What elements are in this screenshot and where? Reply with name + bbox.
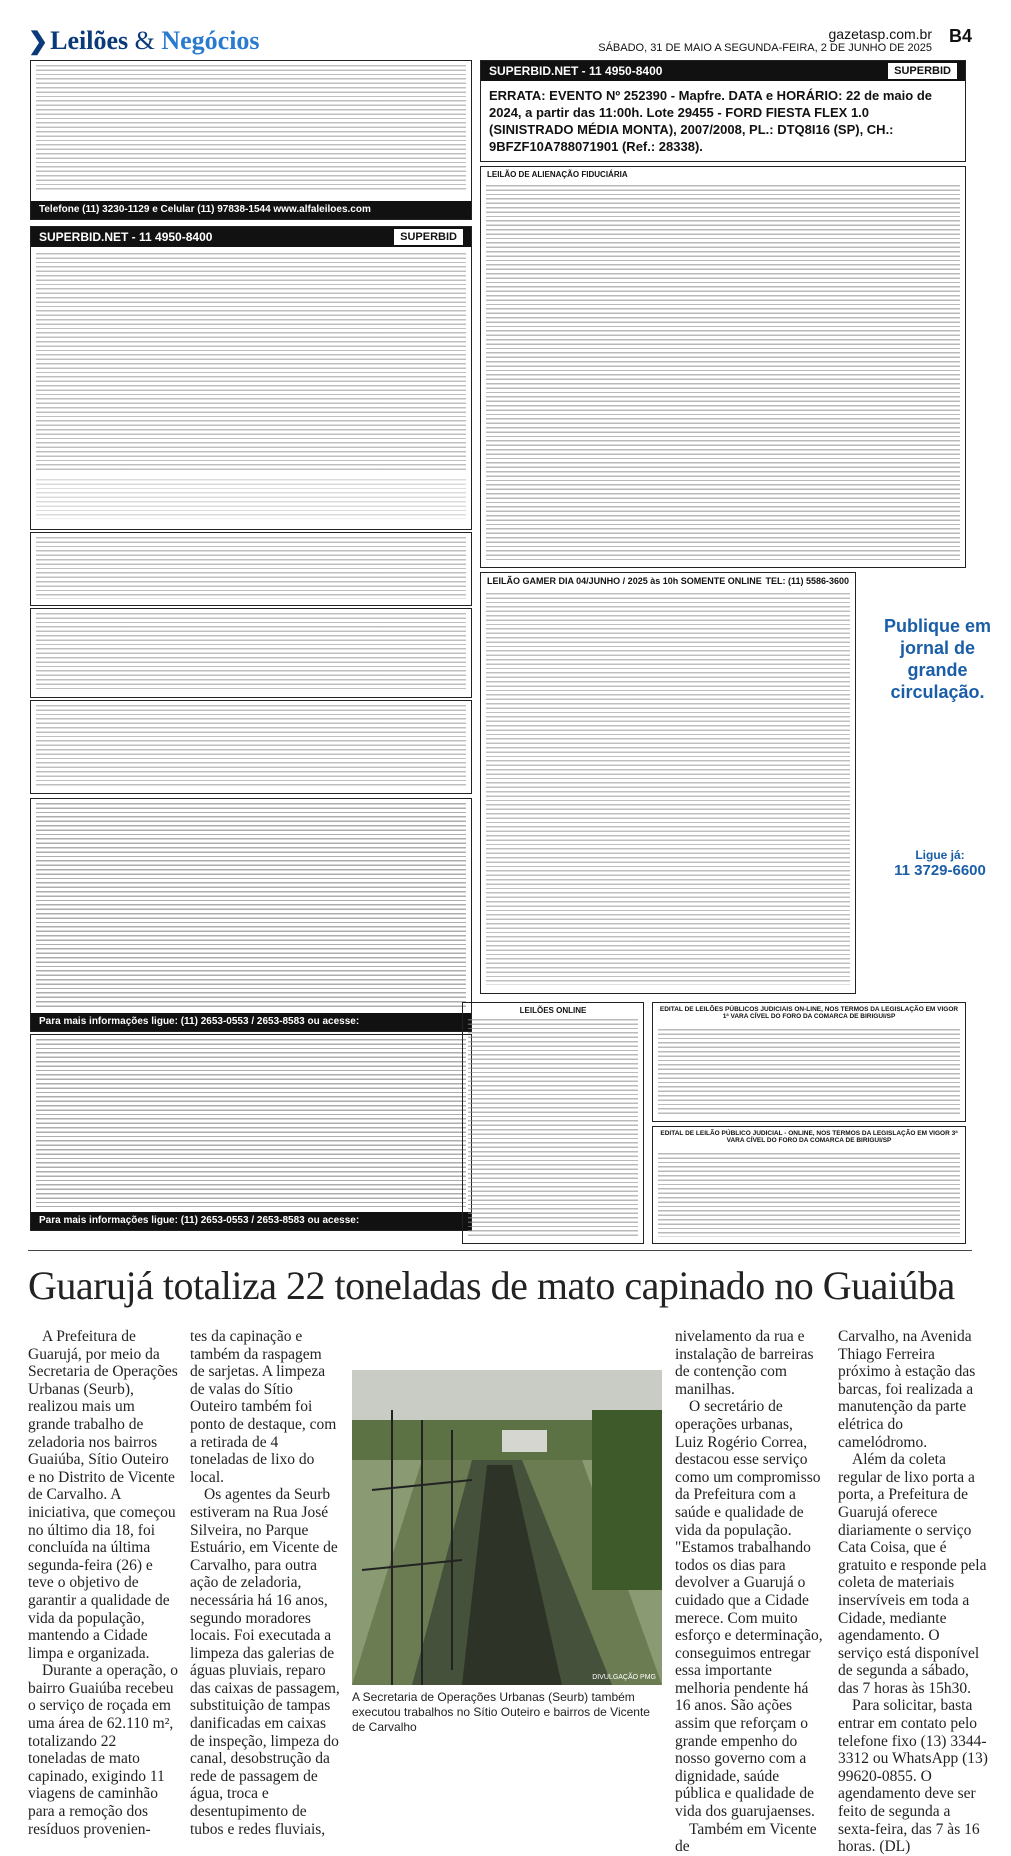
page-header xyxy=(28,26,972,56)
fine-print xyxy=(36,479,466,519)
superbid-bar-label: SUPERBID.NET - 11 4950-8400 xyxy=(489,64,663,78)
fine-print xyxy=(36,705,466,787)
superbid-block-3 xyxy=(30,608,472,698)
fidalgo-block-2 xyxy=(30,1034,472,1244)
errata-text: ERRATA: EVENTO Nº 252390 - Mapfre. DATA e HORÁRIO: 22 de maio de 2024, a partir das 11:00h. Lote 29455 - FORD FIESTA FLEX 1.0 (SINISTRADO MÉDIA MONTA), 2007/2008, PL.: DTQ8I16 (SP), CH.: 9BFZF10A788071901 (Ref.: 28338). xyxy=(489,88,932,154)
publique-ad: Publique em jornal de grande circulação. xyxy=(883,616,991,702)
fine-print xyxy=(468,1019,638,1237)
article-col-3 xyxy=(675,1328,825,1856)
edital-block-2 xyxy=(652,1126,966,1244)
superbid-block-1 xyxy=(30,226,472,530)
superbid-bar-label: SUPERBID.NET - 11 4950-8400 xyxy=(39,230,213,244)
fine-print xyxy=(486,593,850,985)
gamer-title: LEILÃO GAMER DIA 04/JUNHO / 2025 às 10h SOMENTE ONLINE xyxy=(487,576,762,586)
superbid-logo: SUPERBID xyxy=(394,229,463,245)
article-paragraph: Além da coleta regular de lixo porta a porta, a Prefeitura de Guarujá oferece diariamente o serviço Cata Coisa, que é gratuito e responde pela coleta de materiais inservíveis em toda a Cidade, mediante agendamento. O serviço está disponível de segunda a sábado, das 7 horas às 15h30. xyxy=(838,1451,987,1697)
canal-photo-image xyxy=(352,1370,662,1685)
fine-print xyxy=(36,1039,466,1207)
fine-print xyxy=(36,803,466,1008)
alfa-leiloes-block xyxy=(30,60,472,220)
article-col-1 xyxy=(28,1328,178,1838)
leilao-gamer-block xyxy=(480,572,856,994)
fidalgo-block-1 xyxy=(30,798,472,1032)
site-url[interactable]: gazetasp.com.br xyxy=(828,26,932,42)
article-photo xyxy=(352,1370,662,1685)
article-headline: Guarujá totaliza 22 toneladas de mato capinado no Guaiúba xyxy=(28,1263,955,1308)
page-number: B4 xyxy=(948,26,972,46)
fine-print xyxy=(36,253,466,473)
superbid-errata-block xyxy=(480,60,966,162)
section-logo xyxy=(28,26,260,56)
logo-word-negocios: Negócios xyxy=(161,26,260,55)
superbid-block-2 xyxy=(30,532,472,606)
ad-phone-number: 11 3729-6600 xyxy=(894,862,986,879)
fidalgo-footer: Para mais informações ligue: (11) 2653-0553 / 2653-8583 ou acesse: xyxy=(31,1013,471,1031)
fine-print xyxy=(36,537,466,599)
superbid-logo: SUPERBID xyxy=(888,63,957,79)
alienacao-title: LEILÃO DE ALIENAÇÃO FIDUCIÁRIA xyxy=(487,170,628,179)
edital-block-1 xyxy=(652,1002,966,1122)
article-paragraph: Também em Vicente de xyxy=(675,1820,817,1856)
alienacao-fiduciaria-block xyxy=(480,166,966,568)
gamer-phone: TEL: (11) 5586-3600 xyxy=(765,576,849,586)
fidalgo-footer: Para mais informações ligue: (11) 2653-0553 / 2653-8583 ou acesse: www.fidalgoleiloes.com.br xyxy=(31,1212,471,1230)
article-paragraph: tes da capinação e também da raspagem de sarjetas. A limpeza de valas do Sítio Outeiro também foi ponto de destaque, com a retirada de 4 toneladas de lixo do local. xyxy=(190,1328,337,1486)
leiloes-online-block xyxy=(462,1002,644,1244)
fine-print xyxy=(658,1029,960,1115)
gamer-header xyxy=(481,573,855,589)
header-meta xyxy=(598,26,932,54)
article-paragraph: nivelamento da rua e instalação de barreiras de contenção com manilhas. xyxy=(675,1328,814,1398)
article-paragraph: Durante a operação, o bairro Guaiúba recebeu o serviço de roçada em uma área de 62.110 m², totalizando 22 toneladas de mato capinado, exigindo 11 viagens de caminhão para a remoção dos resíduos provenien- xyxy=(28,1662,178,1838)
article-paragraph: A Prefeitura de Guarujá, por meio da Secretaria de Operações Urbanas (Seurb), realizou mais um grande trabalho de zeladoria nos bairros Guaiúba, Sítio Outeiro e no Distrito de Vicente de Carvalho. A iniciativa, que começou no último dia 18, foi concluída na última segunda-feira (26) e teve o objetivo de garantir a qualidade de vida da população, mantendo a Cidade limpa e organizada. xyxy=(28,1328,178,1662)
article-paragraph: O secretário de operações urbanas, Luiz Rogério Correa, destacou esse serviço como um compromisso da Prefeitura com a saúde e qualidade de vida da população. "Estamos trabalhando todos os dias para devolver a Guarujá o cuidado que a Cidade merece. Com muito esforço e determinação, conseguimos entregar essa importante melhoria pendente há 16 anos. São ações assim que reforçam o grande empenho do nosso governo com a dignidade, saúde pública e qualidade de vida dos guarujaenses. xyxy=(675,1398,823,1821)
article-col-2 xyxy=(190,1328,340,1838)
article-paragraph: Para solicitar, basta entrar em contato pelo telefone fixo (13) 3344-3312 ou WhatsApp (13) 99620-0855. O agendamento deve ser feito de segunda a sexta-feira, das 7 às 16 horas. (DL) xyxy=(838,1697,988,1856)
fine-print xyxy=(658,1153,960,1237)
section-divider xyxy=(28,1250,972,1251)
logo-word-leiloes: Leilões xyxy=(50,26,129,55)
article-paragraph: Carvalho, na Avenida Thiago Ferreira próximo à estação das barcas, foi realizada a manutenção da parte elétrica do camelódromo. xyxy=(838,1328,976,1451)
superbid-bar xyxy=(31,227,471,247)
alfa-phone-bar: Telefone (11) 3230-1129 e Celular (11) 97838-1544 www.alfaleiloes.com xyxy=(31,201,471,219)
ad-phone xyxy=(880,848,1000,879)
edital-title: EDITAL DE LEILÕES PÚBLICOS JUDICIAIS ON-LINE, NOS TERMOS DA LEGISLAÇÃO EM VIGOR 1ª VARA CÍVEL DO FORO DA COMARCA DE BIRIGUI/SP xyxy=(659,1006,959,1020)
ad-phone-label: Ligue já: xyxy=(915,848,965,862)
fine-print xyxy=(36,65,466,190)
superbid-block-4 xyxy=(30,700,472,794)
superbid-bar xyxy=(481,61,965,81)
edital-title: EDITAL DE LEILÃO PÚBLICO JUDICIAL - ONLINE, NOS TERMOS DA LEGISLAÇÃO EM VIGOR 3ª VARA CÍVEL DO FORO DA COMARCA DE BIRIGUI/SP xyxy=(660,1130,958,1144)
chevron-right-icon: ❯ xyxy=(28,29,49,55)
leiloes-online-title: LEILÕES ONLINE xyxy=(519,1006,587,1015)
logo-ampersand: & xyxy=(134,26,155,55)
photo-caption: A Secretaria de Operações Urbanas (Seurb) também executou trabalhos no Sítio Outeiro e bairros de Vicente de Carvalho xyxy=(352,1690,650,1734)
fine-print xyxy=(486,185,960,560)
issue-date: SÁBADO, 31 DE MAIO A SEGUNDA-FEIRA, 2 DE JUNHO DE 2025 xyxy=(598,42,932,54)
photo-credit: DIVULGAÇÃO PMG xyxy=(592,1674,656,1681)
fine-print xyxy=(36,613,466,691)
article-col-4 xyxy=(838,1328,988,1856)
article-paragraph: Os agentes da Seurb estiveram na Rua José Silveira, no Parque Estuário, em Vicente de Carvalho, para outra ação de zeladoria, necessária há 16 anos, segundo moradores locais. Foi executada a limpeza das galerias de águas pluviais, reparo das caixas de passagem, substituição de tampas danificadas em caixas de inspeção, limpeza do canal, desobstrução da rede de passagem de água, troca e desentupimento de tubos e redes fluviais, xyxy=(190,1486,340,1838)
